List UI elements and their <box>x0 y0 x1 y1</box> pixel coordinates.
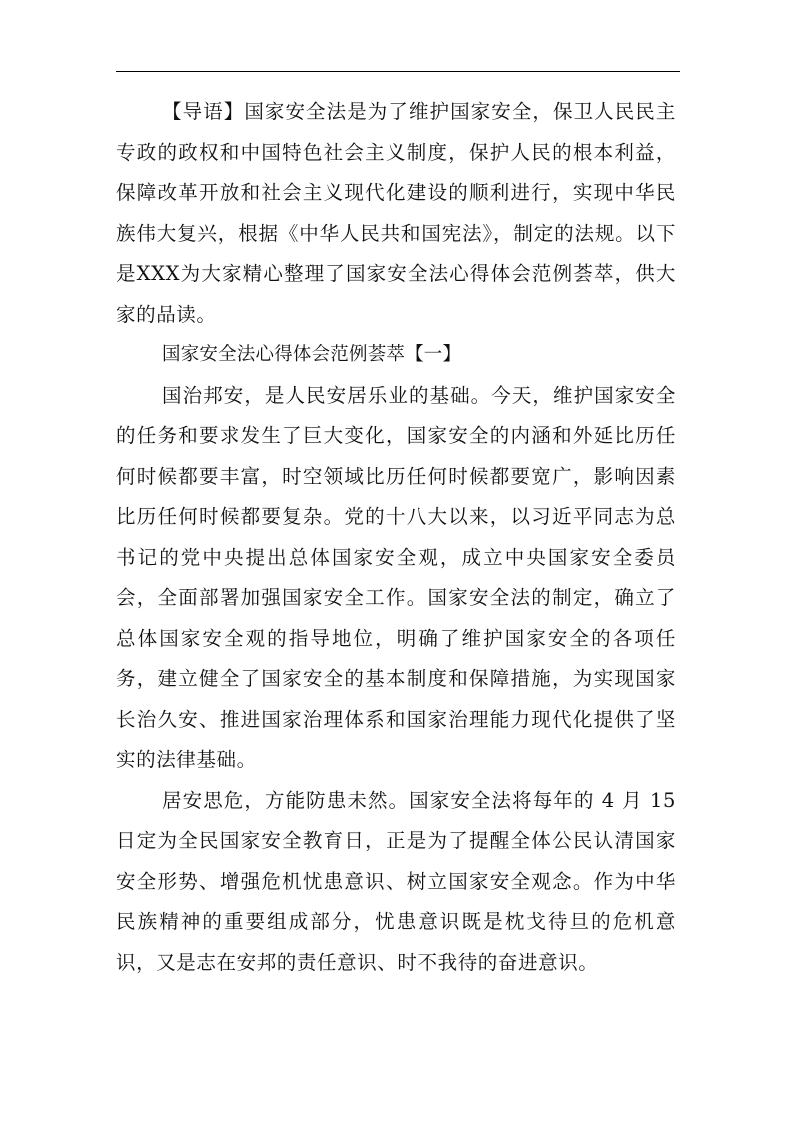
body-paragraph-2: 居安思危，方能防患未然。国家安全法将每年的 4 月 15日定为全民国家安全教育日，正是为了提醒全体公民认清国家安全形势、增强危机忧患意识、树立国家安全观念。作为中华民族精神的重要组成部分，忧患意识既是枕戈待旦的危机意识，又是志在安邦的责任意识、时不我待的奋进意识。 <box>116 788 676 974</box>
body-paragraph-1: 国治邦安，是人民安居乐业的基础。今天，维护国家安全的任务和要求发生了巨大变化，国家安全的内涵和外延比历任何时候都要丰富，时空领域比历任何时候都要宽广，影响因素比历任何时候都要复杂。党的十八大以来，以习近平同志为总书记的党中央提出总体国家安全观，成立中央国家安全委员会，全面部署加强国家安全工作。国家安全法的制定，确立了总体国家安全观的指导地位，明确了维护国家安全的各项任务，建立健全了国家安全的基本制度和保障措施，为实现国家长治久安、推进国家治理体系和国家治理能力现代化提供了坚实的法律基础。 <box>116 383 676 771</box>
document-body <box>116 92 676 983</box>
section-title: 国家安全法心得体会范例荟萃【一】 <box>162 344 462 365</box>
intro-paragraph: 【导语】国家安全法是为了维护国家安全，保卫人民民主专政的政权和中国特色社会主义制度，保护人民的根本利益，保障改革开放和社会主义现代化建设的顺利进行，实现中华民族伟大复兴，根据《中华人民共和国宪法》，制定的法规。以下是XXX为大家精心整理了国家安全法心得体会范例荟萃，供大家的品读。 <box>116 100 676 326</box>
header-rule <box>116 71 680 72</box>
